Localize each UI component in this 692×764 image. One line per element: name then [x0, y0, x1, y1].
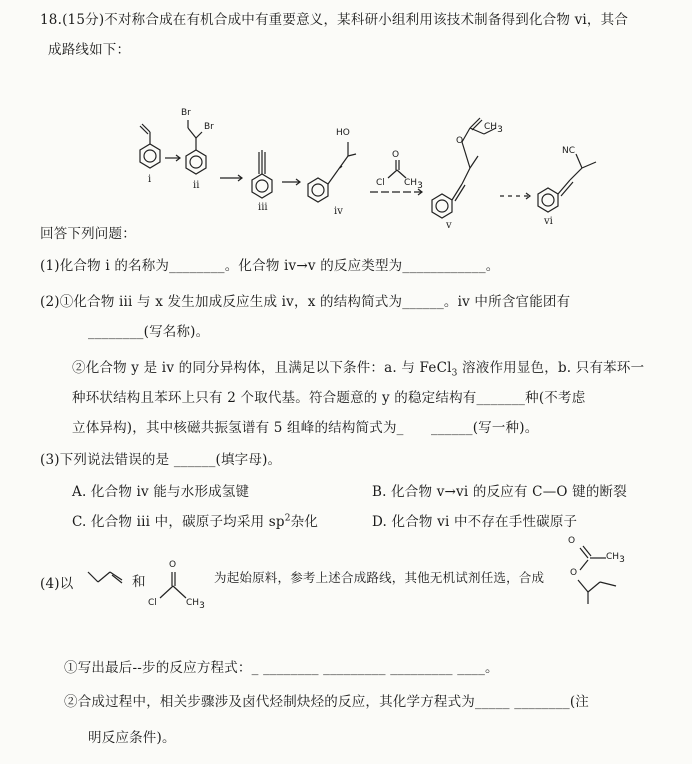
- nc-label: NC: [562, 146, 576, 156]
- q4-target-o2: O: [570, 568, 578, 578]
- reagent-o-label: O: [392, 150, 400, 160]
- question-2-1b: ________(写名称)。: [88, 324, 210, 340]
- reagent-cl-label: Cl: [376, 178, 385, 188]
- label-iv: iv: [334, 206, 343, 217]
- question-2-1a: (2)①化合物 iii 与 x 发生加成反应生成 iv，x 的结构简式为______。iv 中所含官能团有: [40, 294, 571, 310]
- label-i: i: [148, 174, 152, 185]
- question-2-2a: ②化合物 y 是 iv 的同分异构体，且满足以下条件：a. 与 FeCl$_3$ 溶液作用显色，b. 只有苯环一: [72, 360, 645, 379]
- v-ch3-label: $CH_3$: [484, 122, 503, 135]
- question-3: (3)下列说法错误的是 ______(填字母)。: [40, 452, 282, 468]
- question-4-2: ②合成过程中，相关步骤涉及卤代烃制炔烃的反应，其化学方程式为_____ ________(注: [64, 694, 590, 710]
- q4-target-ch3: $CH_3$: [606, 552, 625, 565]
- ho-label: HO: [336, 128, 350, 138]
- br-label-1: Br: [181, 108, 191, 118]
- label-vi: vi: [544, 216, 553, 227]
- question-4-main: 为起始原料，参考上述合成路线，其他无机试剂任选，合成: [214, 570, 545, 585]
- answer-intro: 回答下列问题：: [40, 226, 136, 242]
- q4-ch3-label: $CH_3$: [186, 598, 205, 611]
- question-4-and: 和: [132, 574, 146, 590]
- option-a: A. 化合物 iv 能与水形成氢键: [72, 484, 250, 500]
- question-1: (1)化合物 i 的名称为________。化合物 iv→v 的反应类型为____________。: [40, 258, 500, 274]
- option-c: C. 化合物 iii 中，碳原子均采用 $sp^2$杂化: [72, 513, 319, 530]
- label-iii: iii: [258, 202, 268, 213]
- question-2-2b: 种环状结构且苯环上只有 2 个取代基。符合题意的 y 的稳定结构有_______种(不考虑: [72, 390, 586, 406]
- v-o-label: O: [456, 136, 464, 146]
- question-2-2c: 立体异构)，其中核磁共振氢谱有 5 组峰的结构简式为_ ______(写一种)。: [72, 420, 539, 436]
- label-v: v: [446, 220, 452, 231]
- allyl-chain-structure: [88, 572, 122, 583]
- q4-cl-label: Cl: [148, 598, 157, 608]
- question-header: 18.(15分)不对称合成在有机合成中有重要意义，某科研小组利用该技术制备得到化合物 vi，其合: [40, 12, 629, 28]
- option-b: B. 化合物 v→vi 的反应有 C—O 键的断裂: [372, 484, 627, 500]
- question-4-2b: 明反应条件)。: [88, 730, 176, 746]
- option-d: D. 化合物 vi 中不存在手性碳原子: [372, 514, 578, 530]
- q4-o-label: O: [169, 560, 177, 570]
- label-ii: ii: [193, 180, 200, 191]
- question-4-start: (4)以: [40, 576, 74, 592]
- question-header-cont: 成路线如下：: [48, 42, 131, 58]
- br-label-2: Br: [204, 122, 214, 132]
- reagent-ch3-label: $CH_3$: [404, 178, 423, 191]
- acetyl-chloride-structure: [160, 572, 186, 598]
- q4-target-o1: O: [568, 536, 576, 546]
- question-4-1: ①写出最后--步的反应方程式：_ ________ _________ _________ ____。: [64, 660, 499, 676]
